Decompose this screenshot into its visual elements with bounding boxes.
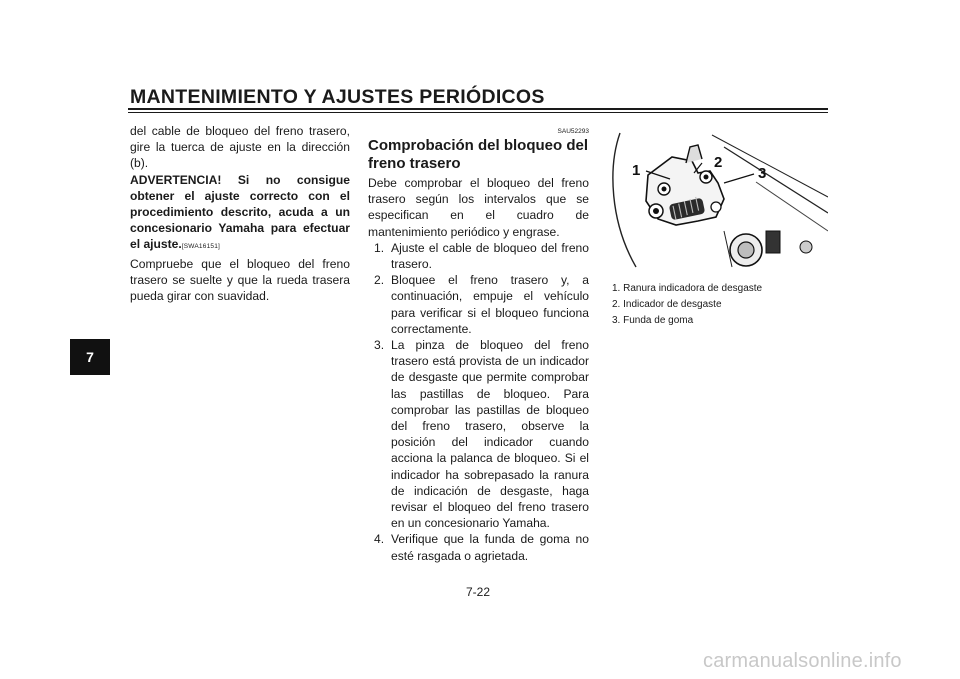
caption-3: 3. Funda de goma: [612, 315, 694, 326]
callout-3: 3: [758, 165, 767, 182]
chapter-tab[interactable]: 7: [70, 339, 110, 375]
step-number: 1.: [374, 240, 385, 255]
step-text: La pinza de bloqueo del freno trasero está provista de un indicador de desgaste que permite comprobar las pastillas de bloqueo. Para comprobar las pastillas de bloqueo del freno trasero, observe la posición del indicador cuando acciona la palanca de bloqueo. Si el indicador ha sobrepasado la ranura de indicación de desgaste, haga revisar el bloqueo del freno trasero en un concesionario Yamaha.: [391, 338, 589, 531]
left-column: [130, 123, 350, 304]
figure-captions: [612, 281, 762, 329]
step-text: Ajuste el cable de bloqueo del freno trasero.: [391, 240, 589, 272]
watermark: carmanualsonline.info: [703, 650, 902, 672]
header-rule-thin: [128, 112, 828, 113]
list-item: [368, 531, 589, 563]
list-item: [368, 272, 589, 337]
caption-1: 1. Ranura indicadora de desgaste: [612, 283, 763, 294]
warning-paragraph: [130, 172, 350, 256]
continuation-paragraph: del cable de bloqueo del freno trasero, gire la tuerca de ajuste en la dirección (b).: [130, 124, 350, 171]
callout-1: 1: [632, 162, 641, 179]
step-number: 4.: [374, 532, 385, 547]
check-paragraph: Compruebe que el bloqueo del freno trasero se suelte y que la rueda trasera pueda girar con suavidad.: [130, 256, 350, 304]
warning-text: ADVERTENCIA! Si no consigue obtener el ajuste correcto con el procedimiento descrito, acuda a un concesionario Yamaha para efectuar el ajuste.: [130, 172, 350, 252]
steps-list: [368, 240, 589, 564]
page-number: 7-22: [466, 585, 491, 599]
header-rule-thick: [128, 108, 828, 110]
list-item: [368, 337, 589, 531]
brake-lock-figure: [606, 127, 828, 270]
step-text: Verifique que la funda de goma no esté rasgada o agrietada.: [391, 532, 589, 563]
warning-code: [SWA16151]: [181, 243, 221, 251]
step-number: 3.: [374, 338, 385, 353]
right-column: [368, 127, 589, 564]
brake-caliper-illustration: [606, 127, 828, 270]
intro-paragraph: Debe comprobar el bloqueo del freno trasero según los intervalos que se especifican en el cuadro de mantenimiento periódico y engrase.: [368, 176, 589, 239]
caption-2: 2. Indicador de desgaste: [612, 299, 722, 310]
section-title: Comprobación del bloqueo del freno trasero: [368, 137, 589, 172]
list-item: [368, 240, 589, 272]
page-header-title: MANTENIMIENTO Y AJUSTES PERIÓDICOS: [130, 86, 545, 108]
callout-2: 2: [714, 154, 723, 171]
section-code: SAU52293: [557, 128, 589, 135]
step-text: Bloquee el freno trasero y, a continuación, empuje el vehículo para verificar si el bloqueo funciona correctamente.: [391, 273, 589, 336]
step-number: 2.: [374, 273, 385, 288]
